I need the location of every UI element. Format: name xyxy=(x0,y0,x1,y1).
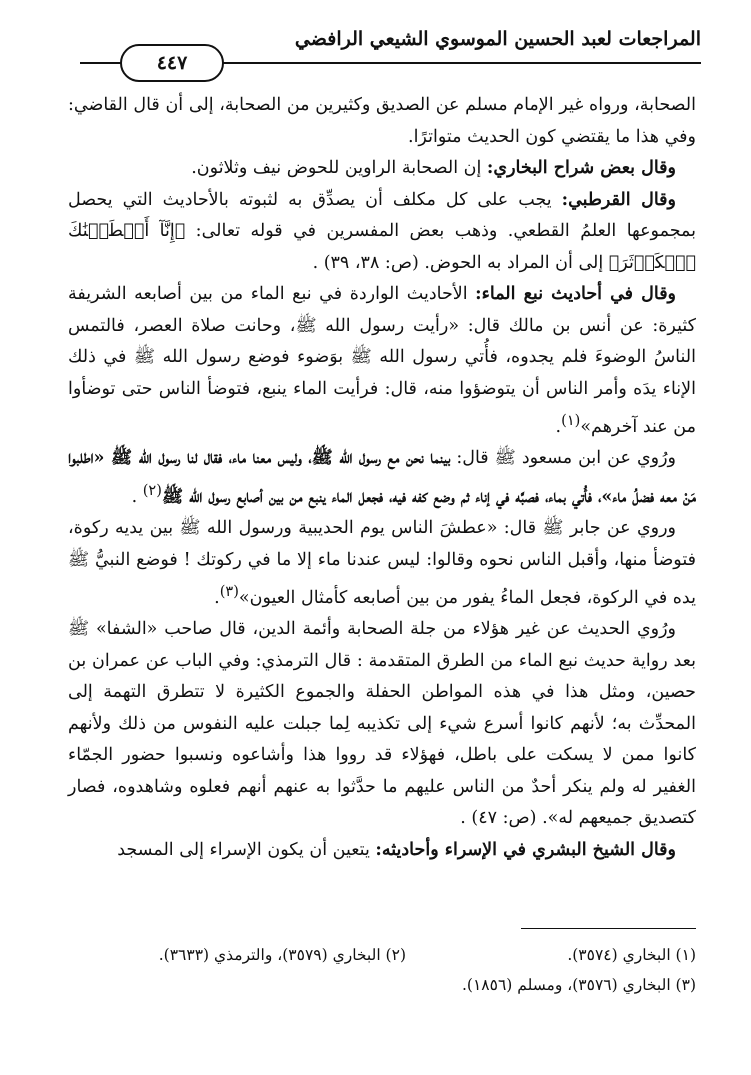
body-text xyxy=(68,90,696,866)
hadith-jabir: «عطشَ الناس يوم الحديبية ورسول الله ﷺ بين يديه ركوة، فتوضأ منها، وأقبل الناس نحوه وقالوا: ليس عندنا ماء إلا ما في ركوتك ! فوضع النبيُّ ﷺ يده في الركوة، فجعل الماءُ يفور من بين أصابعه كأمثال العيون» xyxy=(68,518,696,608)
footnotes xyxy=(68,940,696,1000)
paragraph-2 xyxy=(68,153,696,185)
page-number: ٤٤٧ xyxy=(120,44,224,82)
paragraph-4-text: الأحاديث الواردة في نبع الماء من بين أصابعه الشريفة كثيرة: عن أنس بن مالك قال: xyxy=(68,284,696,336)
footnote-ref-1: (١) xyxy=(561,412,581,429)
paragraph-7: ورُوي الحديث عن غير هؤلاء من جلة الصحابة وأئمة الدين، قال صاحب «الشفا» ﷺ بعد رواية حديث نبع الماء من الطرق المتقدمة : قال الترمذي: وفي الباب عن عمران بن حصين، ومثل هذا في هذه المواطن الحفلة والجموع الكثيرة لا تتطرق التهمة إلى المحدِّث به؛ لأنهم كانوا أسرع شيء إلى تكذيبه لِما جبلت عليه النفوس من ذلك ولأنهم كانوا ممن لا يسكت على باطل، فهؤلاء قد رووا هذا وأشاعوه ونسبوا حضور الجمّاء الغفير له ولم ينكر أحدٌ من الناس عليهم ما حدَّثوا به عنهم أنهم فعلوه وشاهدوه، فصار كتصديق جميعهم له». (ص: ٤٧) . xyxy=(68,619,696,829)
footnote-ref-3: (٣) xyxy=(219,583,239,601)
paragraph-6-text: وروي عن جابر ﷺ قال: xyxy=(497,518,676,539)
footnote-1: (١) البخاري (٣٥٧٤). xyxy=(567,946,696,964)
paragraph-6-end: . xyxy=(214,587,220,608)
paragraph-8 xyxy=(68,835,696,867)
hadith-anas: «رأيت رسول الله ﷺ، وحانت صلاة العصر، فالتمس الناسُ الوضوءَ فلم يجدوه، فأُتي رسول الله ﷺ بوَضوء فوضع رسول الله ﷺ في ذلك الإناء يدَه وأمر الناس أن يتوضؤوا منه، قال: فرأيت الماء ينبع، فتوضأ الناس حتى توضأوا من عند آخرهم» xyxy=(68,315,696,437)
paragraph-3 xyxy=(68,185,696,280)
footnote-ref-2: (٢) xyxy=(142,481,162,499)
paragraph-8-text: يتعين أن يكون الإسراء إلى المسجد xyxy=(117,839,376,860)
paragraph-1: الصحابة، ورواه غير الإمام مسلم عن الصديق وكثيرين من الصحابة، إلى أن قال القاضي: وفي هذا ما يقتضي كون الحديث متواترًا. xyxy=(68,95,696,147)
hadith-ibn-masud: بينما نحن مع رسول الله ﷺ، وليس معنا ماء، فقال لنا رسول الله ﷺ «اطلبوا مَنْ معه فضلُ ماء»، فأُتي بماء، فصبَّه في إناء ثم وضع كفه فيه، فجعل الماء ينبع من بين أصابع رسول الله ﷺ xyxy=(68,448,696,507)
running-title: المراجعات لعبد الحسين الموسوي الشيعي الرافضي xyxy=(294,28,701,50)
paragraph-8-lead: وقال الشيخ البشري في الإسراء وأحاديثه: xyxy=(375,839,676,860)
paragraph-5 xyxy=(68,443,696,513)
paragraph-2-text: إن الصحابة الراوين للحوض نيف وثلاثون. xyxy=(191,158,487,178)
footnote-row xyxy=(68,940,696,970)
footnote-row xyxy=(68,970,696,1000)
footnote-2: (٢) البخاري (٣٥٧٩)، والترمذي (٣٦٣٣). xyxy=(158,946,406,964)
footnote-3: (٣) البخاري (٣٥٧٦)، ومسلم (١٨٥٦). xyxy=(461,976,696,994)
paragraph-4 xyxy=(68,279,696,443)
paragraph-5-end: . xyxy=(131,486,143,507)
footnote-separator xyxy=(521,928,696,929)
paragraph-2-lead: وقال بعض شراح البخاري: xyxy=(486,158,676,178)
paragraph-4-end: . xyxy=(555,416,562,437)
paragraph-4-lead: وقال في أحاديث نبع الماء: xyxy=(475,284,677,304)
page-header xyxy=(80,20,701,74)
paragraph-3-lead: وقال القرطبي: xyxy=(561,189,676,210)
paragraph-3-text: يجب على كل مكلف أن يصدِّق به لثبوته بالأحاديث التي يحصل بمجموعها العلمُ القطعي. وذهب بعض المفسرين في قوله تعالى: ﴿إِنَّآ أَعۡطَيۡنَٰكَ ٱلۡكَوۡثَرَ﴾ إلى أن المراد به الحوض. (ص: ٣٨، ٣٩) . xyxy=(68,189,696,273)
paragraph-6 xyxy=(68,513,696,614)
paragraph-5-text: ورُوي عن ابن مسعود ﷺ قال: xyxy=(450,448,676,469)
